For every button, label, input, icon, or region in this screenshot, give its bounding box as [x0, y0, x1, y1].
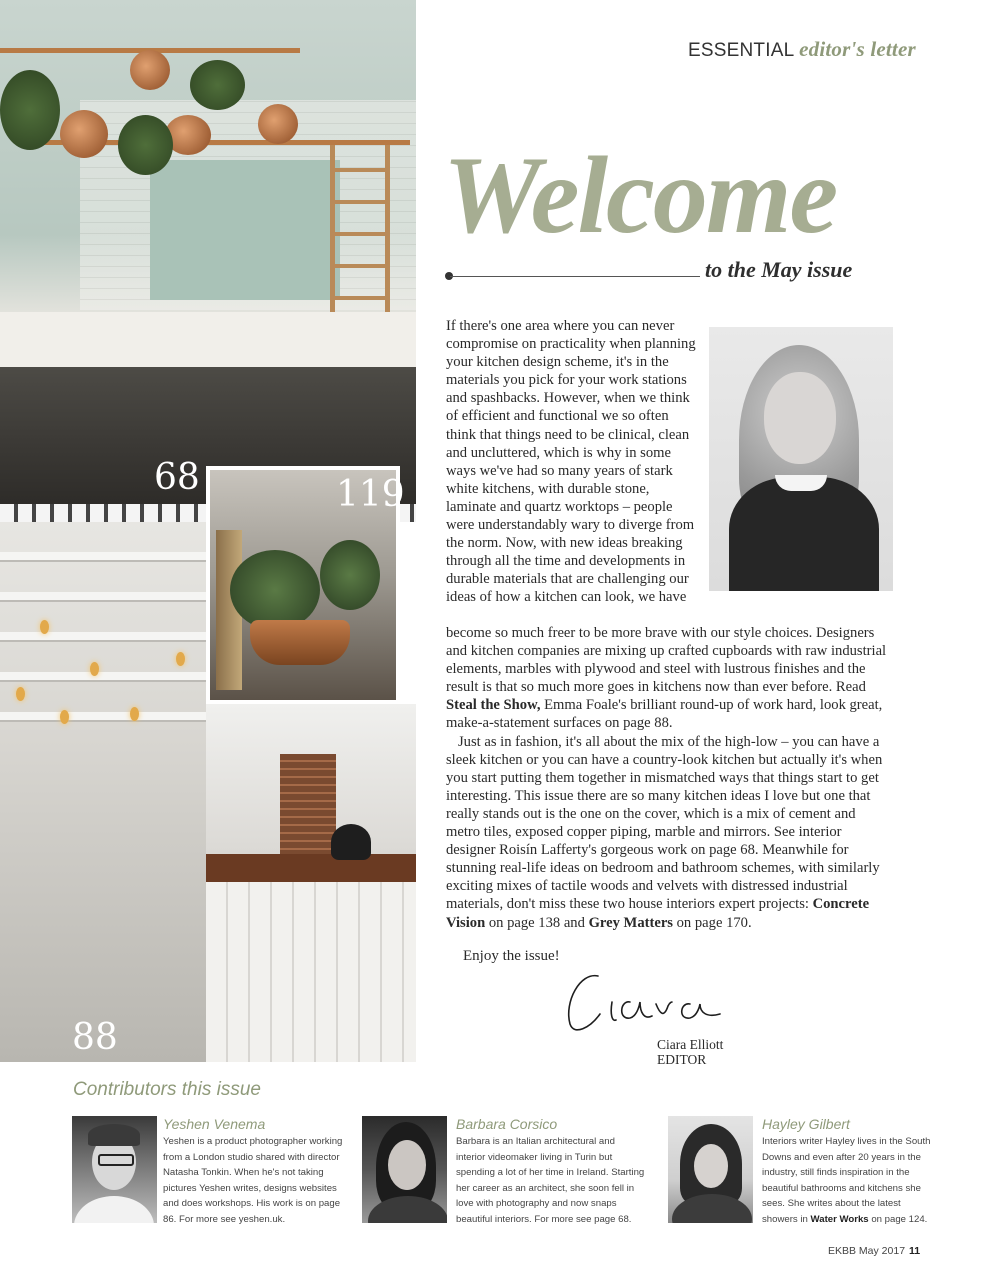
ceiling-beam: [0, 712, 210, 722]
letter-paragraph: [446, 733, 892, 932]
signoff-line: Enjoy the issue!: [463, 948, 560, 964]
feature-ref: Concrete Vision: [446, 896, 870, 931]
contributor-name: Barbara Corsico: [456, 1116, 558, 1132]
text-run: Emma Foale's brilliant round-up of work hard, look great, make-a-statement surfaces on page 88.: [446, 697, 883, 732]
photo-head: [694, 1144, 728, 1188]
portrait-face: [764, 372, 836, 464]
footer-magazine: EKBB May 2017: [828, 1245, 906, 1257]
page-subtitle: to the May issue: [705, 257, 853, 282]
wooden-worktop: [206, 854, 416, 882]
text-run: Interiors writer Hayley lives in the South Downs and even after 20 years in the industry, still finds inspiration in the beautiful bathrooms and kitchens she sees. She writes about the latest showers in: [762, 1136, 931, 1225]
ceiling-beam: [0, 672, 210, 682]
text-run: on page 170.: [672, 914, 752, 931]
photo-page-number: 119: [336, 474, 405, 515]
kitchen-photo-page-88: [206, 704, 416, 1062]
title-rule: [450, 276, 700, 277]
ceiling-beam: [0, 592, 210, 602]
text-run: Just as in fashion, it's all about the mix of the high-low – you can have a sleek kitchen or you can have a country-look kitchen but actually it's when you start putting them together in mismatched ways that things start to get interesting. This issue there are so many kitchen ideas I love but one that really stands out is the one on the cover, which is a mix of cement and metro tiles, exposed copper piping, marble and mirrors. See interior designer Roisín Lafferty's gorgeous work on page 68. Meanwhile for stunning real-life ideas on bedroom and bathroom schemes, with similarly exciting mixes of tactile woods and velvets with distressed industrial materials, don't miss these two house interiors expert projects:: [446, 733, 883, 913]
pendant-bulb: [40, 620, 49, 634]
contributor-bio: Yeshen is a product photographer working from a London studio shared with director Natasha Tonkin. When he's not taking pictures Yeshen writes, designs websites and does workshops. His work is on page 86. For more see yeshen.uk.: [163, 1136, 343, 1225]
portrait-collar: [775, 475, 827, 491]
editor-signature: [560, 962, 730, 1042]
pendant-bulb: [176, 652, 185, 666]
contributor-name: Hayley Gilbert: [762, 1116, 850, 1132]
section-label-italic: editor's letter: [799, 37, 916, 61]
panelled-island: [206, 882, 416, 1062]
pendant-bulb: [16, 687, 25, 701]
page-number: 11: [909, 1245, 921, 1257]
contributors-heading: Contributors this issue: [73, 1079, 261, 1100]
page-title: Welcome: [443, 134, 837, 256]
pendant-bulb: [60, 710, 69, 724]
editor-role: EDITOR: [657, 1052, 707, 1067]
feature-ref: Water Works: [810, 1213, 869, 1225]
photo-page-number: 88: [72, 1017, 118, 1058]
feature-ref: Grey Matters: [588, 914, 673, 931]
contributor-photo: [668, 1116, 753, 1223]
letter-body-wrapped: [446, 317, 702, 607]
ceiling-beam: [0, 552, 210, 562]
hanging-plant: [190, 60, 245, 110]
pendant-bulb: [130, 707, 139, 721]
letter-paragraph: [446, 624, 892, 733]
photo-shirt: [74, 1196, 154, 1223]
hanging-plant: [118, 115, 173, 175]
copper-bathtub: [250, 620, 350, 665]
kitchen-photo-page-68: [0, 0, 416, 522]
photo-page-number: 68: [154, 457, 200, 498]
pendant-lights-photo: [0, 522, 210, 1062]
contributor-photo: [72, 1116, 157, 1223]
editor-portrait: [709, 327, 893, 591]
editor-name: Ciara Elliott: [657, 1037, 724, 1052]
photo-hair: [88, 1124, 140, 1146]
copper-pan: [60, 110, 108, 158]
feature-ref: Steal the Show,: [446, 697, 541, 714]
portrait-dress: [729, 477, 879, 591]
contributor-bio: [762, 1134, 932, 1227]
ceiling-beam: [0, 632, 210, 642]
page-footer: [828, 1245, 920, 1257]
copper-pan: [258, 104, 298, 144]
marble-island: [0, 312, 416, 367]
fern-plant: [320, 540, 380, 610]
contributor-photo: [362, 1116, 447, 1223]
pendant-bulb: [90, 662, 99, 676]
hanging-plant: [0, 70, 60, 150]
contributor-name: Yeshen Venema: [163, 1116, 266, 1132]
green-cabinets: [150, 160, 340, 300]
fern-plant: [230, 550, 320, 630]
text-run: become so much freer to be more brave with our style choices. Designers and kitchen companies are mixing up crafted cupboards with raw industrial elements, marbles with plywood and steel with lustrous finishes and the result is that so much more goes in kitchens now than ever before. Read: [446, 625, 887, 696]
letter-body-full: [446, 624, 892, 932]
text-run: on page 124.: [868, 1213, 928, 1225]
section-label: [688, 37, 916, 62]
text-run: on page 138 and: [485, 914, 589, 931]
brick-wall: [280, 754, 336, 864]
editor-credit: [657, 1037, 723, 1067]
contributor-bio: Barbara is an Italian architectural and interior videomaker living in Turin but spending a lot of her time in Ireland. Starting her career as an architect, she soon fell in love with photography and now snaps beautiful interiors. For more see page 68.: [456, 1136, 645, 1225]
glasses-icon: [98, 1154, 134, 1166]
black-kettle: [331, 824, 371, 860]
photo-head: [388, 1140, 426, 1190]
copper-pan: [130, 50, 170, 90]
section-label-main: ESSENTIAL: [688, 40, 794, 61]
letter-paragraph: If there's one area where you can never compromise on practicality when planning your kitchen design scheme, it's in the materials you pick for your work stations and spashbacks. However, when we think of efficient and functional we so often think that things need to be clinical, clean and uncluttered, which is why in some ways we've had so many years of stark white kitchens, with durable stone, laminate and quartz worktops – people were understandably wary to diverge from the norm. Now, with new ideas breaking through all the time and developments in durable materials that are challenging our ideas of how a kitchen can look, we have: [446, 318, 696, 606]
